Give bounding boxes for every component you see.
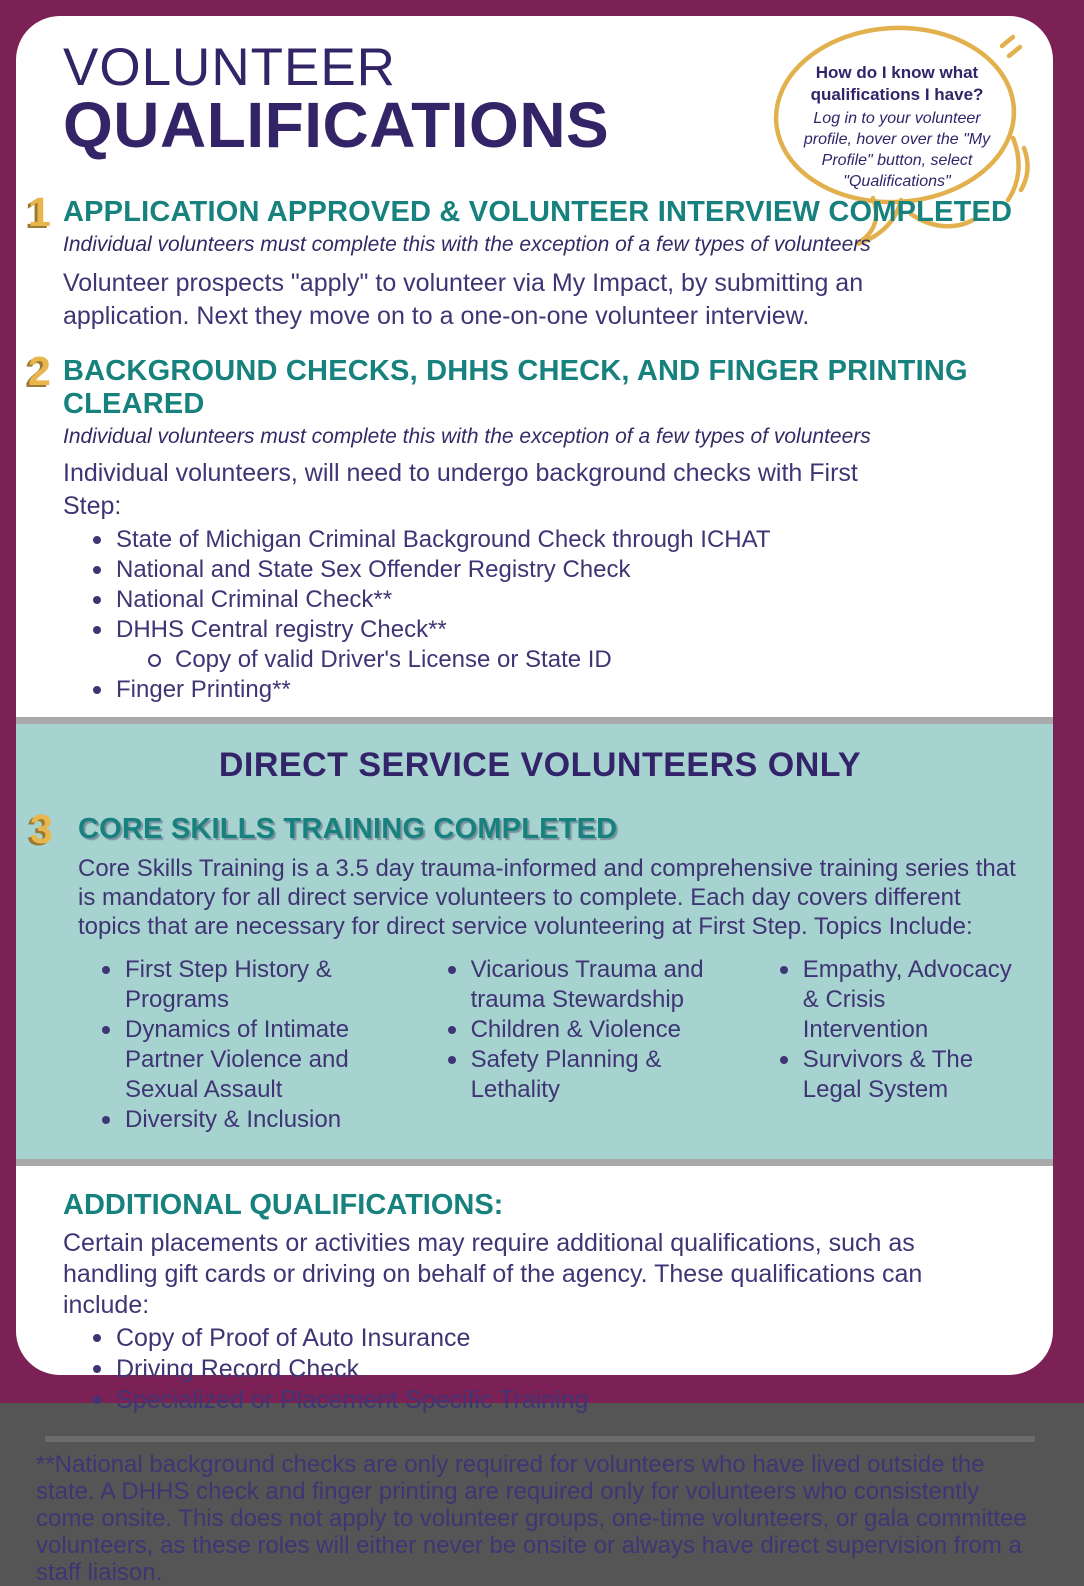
list-item — [448, 1045, 752, 1105]
hollow-bullet-icon — [148, 654, 161, 667]
page-title-line2: QUALIFICATIONS — [63, 89, 610, 161]
bullet-icon — [780, 966, 788, 974]
bullet-text: Copy of Proof of Auto Insurance — [116, 1324, 471, 1352]
bubble-question: How do I know what qualifications I have? — [810, 63, 984, 104]
list-item — [93, 1354, 1017, 1385]
section-application-approved — [28, 189, 1017, 333]
bullet-text: National and State Sex Offender Registry Check — [116, 556, 631, 583]
bullet-icon — [448, 1056, 456, 1064]
bullet-icon — [93, 626, 101, 634]
background-checks-list — [63, 525, 1017, 705]
bullet-icon — [93, 686, 101, 694]
additional-body: Certain placements or activities may require additional qualifications, such as handling gift cards or driving on behalf of the agency. These qualifications can include: — [63, 1229, 923, 1319]
section-3-body: Core Skills Training is a 3.5 day trauma-informed and comprehensive training series that is mandatory for all direct service volunteers to complete. Each day covers different topics that are necessary for direct service volunteering at First Step. Topics Include: — [78, 855, 1016, 940]
bullet-text: Empathy, Advocacy & Crisis Intervention — [802, 956, 1012, 1043]
section-number-2: 2 — [28, 348, 51, 394]
section-2-heading: BACKGROUND CHECKS, DHHS CHECK, AND FINGER PRINTING CLEARED — [63, 355, 968, 420]
bullet-icon — [93, 596, 101, 604]
list-item — [780, 955, 1017, 1045]
list-item — [93, 1385, 1017, 1416]
topics-column-1 — [102, 955, 420, 1135]
topics-column-2 — [448, 955, 752, 1135]
bullet-icon — [93, 536, 101, 544]
bullet-icon — [448, 1026, 456, 1034]
topics-column-3 — [780, 955, 1017, 1135]
divider — [45, 1436, 1035, 1442]
list-item — [93, 525, 1017, 555]
list-item — [93, 555, 1017, 585]
additional-list — [63, 1323, 1017, 1416]
footnote: **National background checks are only required for volunteers who have lived outside the state. A DHHS check and finger printing are required only for volunteers who consistently come onsite. This does not apply to volunteer groups, one-time volunteers, or gala committee volunteers, as these roles will either never be onsite or always have direct supervision from a staff liaison. — [36, 1451, 1027, 1586]
section-1-body: Volunteer prospects "apply" to volunteer via My Impact, by submitting an application. Next they move on to a one-on-one volunteer interview. — [63, 269, 864, 330]
section-number-3: 3 — [30, 806, 53, 852]
additional-heading: ADDITIONAL QUALIFICATIONS: — [63, 1189, 504, 1221]
bullet-icon — [93, 1334, 101, 1342]
bullet-icon — [93, 1396, 101, 1404]
section-1-heading: APPLICATION APPROVED & VOLUNTEER INTERVIEW COMPLETED — [63, 196, 1013, 228]
section-1-subnote: Individual volunteers must complete this with the exception of a few types of volunteers — [63, 233, 871, 256]
bubble-answer: Log in to your volunteer profile, hover over the "My Profile" button, select "Qualifications" — [803, 110, 991, 190]
list-item — [102, 1105, 420, 1135]
bullet-icon — [102, 966, 110, 974]
bullet-text: Safety Planning & Lethality — [470, 1046, 662, 1103]
bullet-icon — [93, 1365, 101, 1373]
bullet-text: Driving Record Check — [116, 1355, 360, 1383]
topics-columns — [102, 955, 1017, 1135]
section-core-skills — [30, 806, 1017, 1135]
content-card — [16, 16, 1053, 1586]
bullet-text: Dynamics of Intimate Partner Violence and Sexual Assault — [125, 1016, 350, 1103]
bullet-text: National Criminal Check** — [116, 586, 393, 613]
section-2-body: Individual volunteers, will need to undergo background checks with First Step: — [63, 459, 858, 520]
bullet-icon — [93, 566, 101, 574]
bullet-text: Specialized or Placement Specific Training — [116, 1386, 589, 1414]
bullet-icon — [780, 1056, 788, 1064]
bullet-text: Finger Printing** — [116, 676, 291, 703]
section-background-checks — [28, 348, 1017, 705]
bullet-text: First Step History & Programs — [125, 956, 332, 1013]
list-item — [102, 955, 420, 1015]
section-3-heading: CORE SKILLS TRAINING COMPLETED — [78, 813, 618, 845]
page-title-line1: VOLUNTEER — [63, 38, 396, 97]
bullet-text: Copy of valid Driver's License or State ID — [175, 646, 612, 673]
bullet-text: Children & Violence — [470, 1016, 681, 1043]
bullet-text: Diversity & Inclusion — [125, 1106, 342, 1133]
sub-list-item — [148, 645, 1017, 675]
list-item — [93, 585, 1017, 615]
bullet-icon — [102, 1026, 110, 1034]
bullet-text: Vicarious Trauma and trauma Stewardship — [470, 956, 704, 1013]
bullet-icon — [448, 966, 456, 974]
list-item — [102, 1015, 420, 1105]
list-item — [93, 675, 1017, 705]
bullet-text: State of Michigan Criminal Background Check through ICHAT — [116, 526, 771, 553]
list-item — [93, 615, 1017, 645]
list-item — [93, 1323, 1017, 1354]
bullet-text: DHHS Central registry Check** — [116, 616, 447, 643]
list-item — [448, 1015, 752, 1045]
list-item — [448, 955, 752, 1015]
section-2-subnote: Individual volunteers must complete this with the exception of a few types of volunteers — [63, 425, 871, 448]
direct-service-banner — [16, 717, 1053, 1166]
section-number-1: 1 — [28, 189, 51, 235]
bullet-icon — [102, 1116, 110, 1124]
bullet-text: Survivors & The Legal System — [802, 1046, 974, 1103]
list-item — [780, 1045, 1017, 1105]
banner-title: DIRECT SERVICE VOLUNTEERS ONLY — [218, 746, 862, 784]
section-additional-qualifications — [63, 1188, 1017, 1416]
